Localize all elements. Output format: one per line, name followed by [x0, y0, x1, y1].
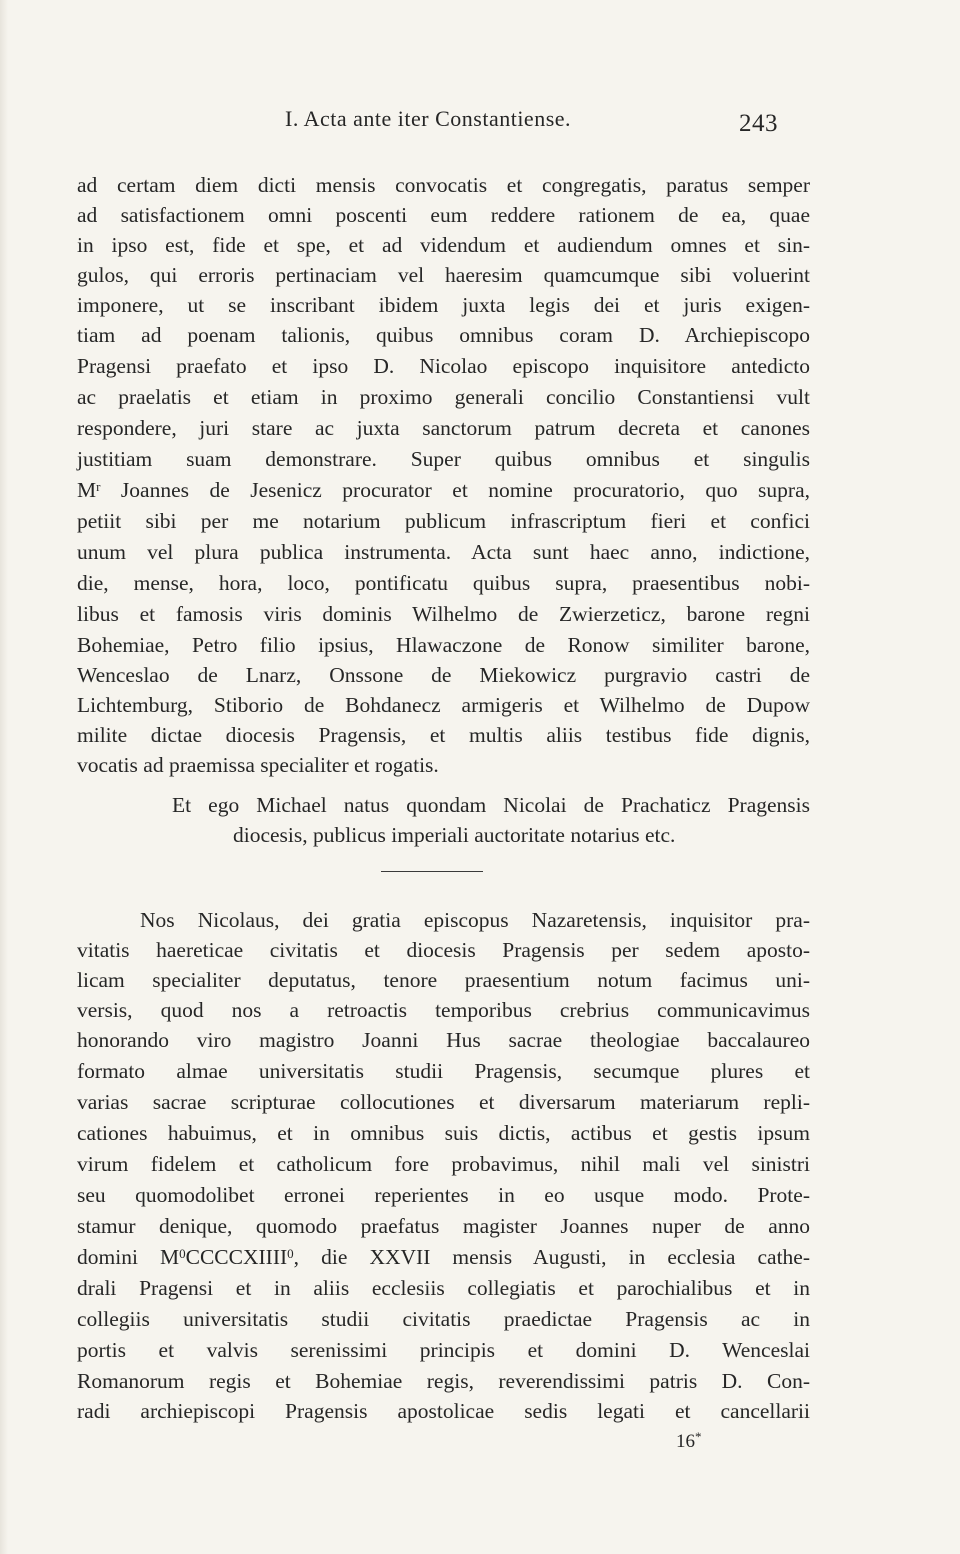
signature-line: diocesis, publicus imperiali auctoritate notarius etc.	[233, 823, 676, 847]
text-line: ad certam diem dicti mensis convocatis et congregatis, paratus semper	[77, 173, 810, 197]
text-line: ad satisfactionem omni poscenti eum reddere rationem de ea, quae	[77, 203, 810, 227]
text-line: justitiam suam demonstrare. Super quibus omnibus et singulis	[77, 447, 810, 471]
text-line: respondere, juri stare ac juxta sanctorum patrum decreta et canones	[77, 416, 810, 440]
text-line: unum vel plura publica instrumenta. Acta sunt haec anno, indictione,	[77, 540, 810, 564]
section-divider	[381, 871, 483, 872]
domini-superscript: 0	[287, 1246, 294, 1261]
text-line: imponere, ut se inscribant ibidem juxta legis dei et juris exigen-	[77, 293, 810, 317]
running-head	[0, 104, 960, 144]
text-line: Romanorum regis et Bohemiae regis, reverendissimi patris D. Con-	[77, 1369, 810, 1393]
text-line: honorando viro magistro Joanni Hus sacrae theologiae baccalaureo	[77, 1028, 810, 1052]
text-line: cationes habuimus, et in omnibus suis dictis, actibus et gestis ipsum	[77, 1121, 810, 1145]
text-line: milite dictae diocesis Pragensis, et multis aliis testibus fide dignis,	[77, 723, 810, 747]
text-line: petiit sibi per me notarium publicum infrascriptum fieri et confici	[77, 509, 810, 533]
text-line: die, mense, hora, loco, pontificatu quibus supra, praesentibus nobi-	[77, 571, 810, 595]
text-line: libus et famosis viris dominis Wilhelmo de Zwierzeticz, barone regni	[77, 602, 810, 626]
text-line: vitatis haereticae civitatis et diocesis Pragensis per sedem aposto-	[77, 938, 810, 962]
text-line: drali Pragensi et in aliis ecclesiis collegiatis et parochialibus et in	[77, 1276, 810, 1300]
text-line: radi archiepiscopi Pragensis apostolicae sedis legati et cancellarii	[77, 1399, 810, 1423]
text-line: portis et valvis serenissimi principis et domini D. Wenceslai	[77, 1338, 810, 1362]
text-line: versis, quod nos a retroactis temporibus crebrius communicavimus	[77, 998, 810, 1022]
page-edge	[0, 0, 8, 1554]
text-line: collegiis universitatis studii civitatis praedictae Pragensis ac in	[77, 1307, 810, 1331]
sheet-mark: *	[695, 1429, 702, 1444]
text-line: Wenceslao de Lnarz, Onssone de Miekowicz purgravio castri de	[77, 663, 810, 687]
text-line: Nos Nicolaus, dei gratia episcopus Nazaretensis, inquisitor pra-	[140, 908, 810, 932]
text-line: Bohemiae, Petro filio ipsius, Hlawaczone de Ronow similiter barone,	[77, 633, 810, 657]
text-line: ac praelatis et etiam in proximo generali concilio Constantiensi vult	[77, 385, 810, 409]
text-line: vocatis ad praemissa specialiter et rogatis.	[77, 753, 439, 777]
signature-line: Et ego Michael natus quondam Nicolai de Prachaticz Pragensis	[172, 793, 810, 817]
text-line: Pragensi praefato et ipso D. Nicolao episcopo inquisitore antedicto	[77, 354, 810, 378]
text-line: virum fidelem et catholicum fore probavimus, nihil mali vel sinistri	[77, 1152, 810, 1176]
text-line: seu quomodolibet erronei reperientes in eo usque modo. Prote-	[77, 1183, 810, 1207]
text-line: gulos, qui erroris pertinaciam vel haeresim quamcumque sibi voluerint	[77, 263, 810, 287]
text-line: tiam ad poenam talionis, quibus omnibus coram D. Archiepiscopo	[77, 323, 810, 347]
text-line: formato almae universitatis studii Pragensis, secumque plures et	[77, 1059, 810, 1083]
text-line: stamur denique, quomodo praefatus magister Joannes nuper de anno	[77, 1214, 810, 1238]
sheet-signature	[676, 1428, 702, 1456]
text-line-domini	[77, 1242, 810, 1272]
text-line: in ipso est, fide et spe, et ad videndum et audiendum omnes et sin-	[77, 233, 810, 257]
text-line-mr	[77, 475, 810, 505]
domini-superscript: 0	[179, 1246, 186, 1261]
domini-line-rest: , die XXVII mensis Augusti, in ecclesia cathe-	[293, 1245, 810, 1269]
text-line: licam specialiter deputatus, tenore praesentium notum facimus uni-	[77, 968, 810, 992]
text-line: varias sacrae scripturae collocutiones et diversarum materiarum repli-	[77, 1090, 810, 1114]
domini-text: domini M	[77, 1245, 180, 1269]
sheet-number: 16	[676, 1431, 695, 1452]
text-line: Lichtemburg, Stiborio de Bohdanecz armigeris et Wilhelmo de Dupow	[77, 693, 810, 717]
page-number: 243	[739, 110, 778, 137]
mr-line-rest: Joannes de Jesenicz procurator et nomine procuratorio, quo supra,	[100, 478, 810, 502]
domini-numeral: CCCCXIIII	[185, 1245, 288, 1269]
running-title: I. Acta ante iter Constantiense.	[285, 106, 572, 131]
mr-abbrev: M	[77, 478, 97, 502]
mr-superscript: r	[96, 479, 101, 494]
